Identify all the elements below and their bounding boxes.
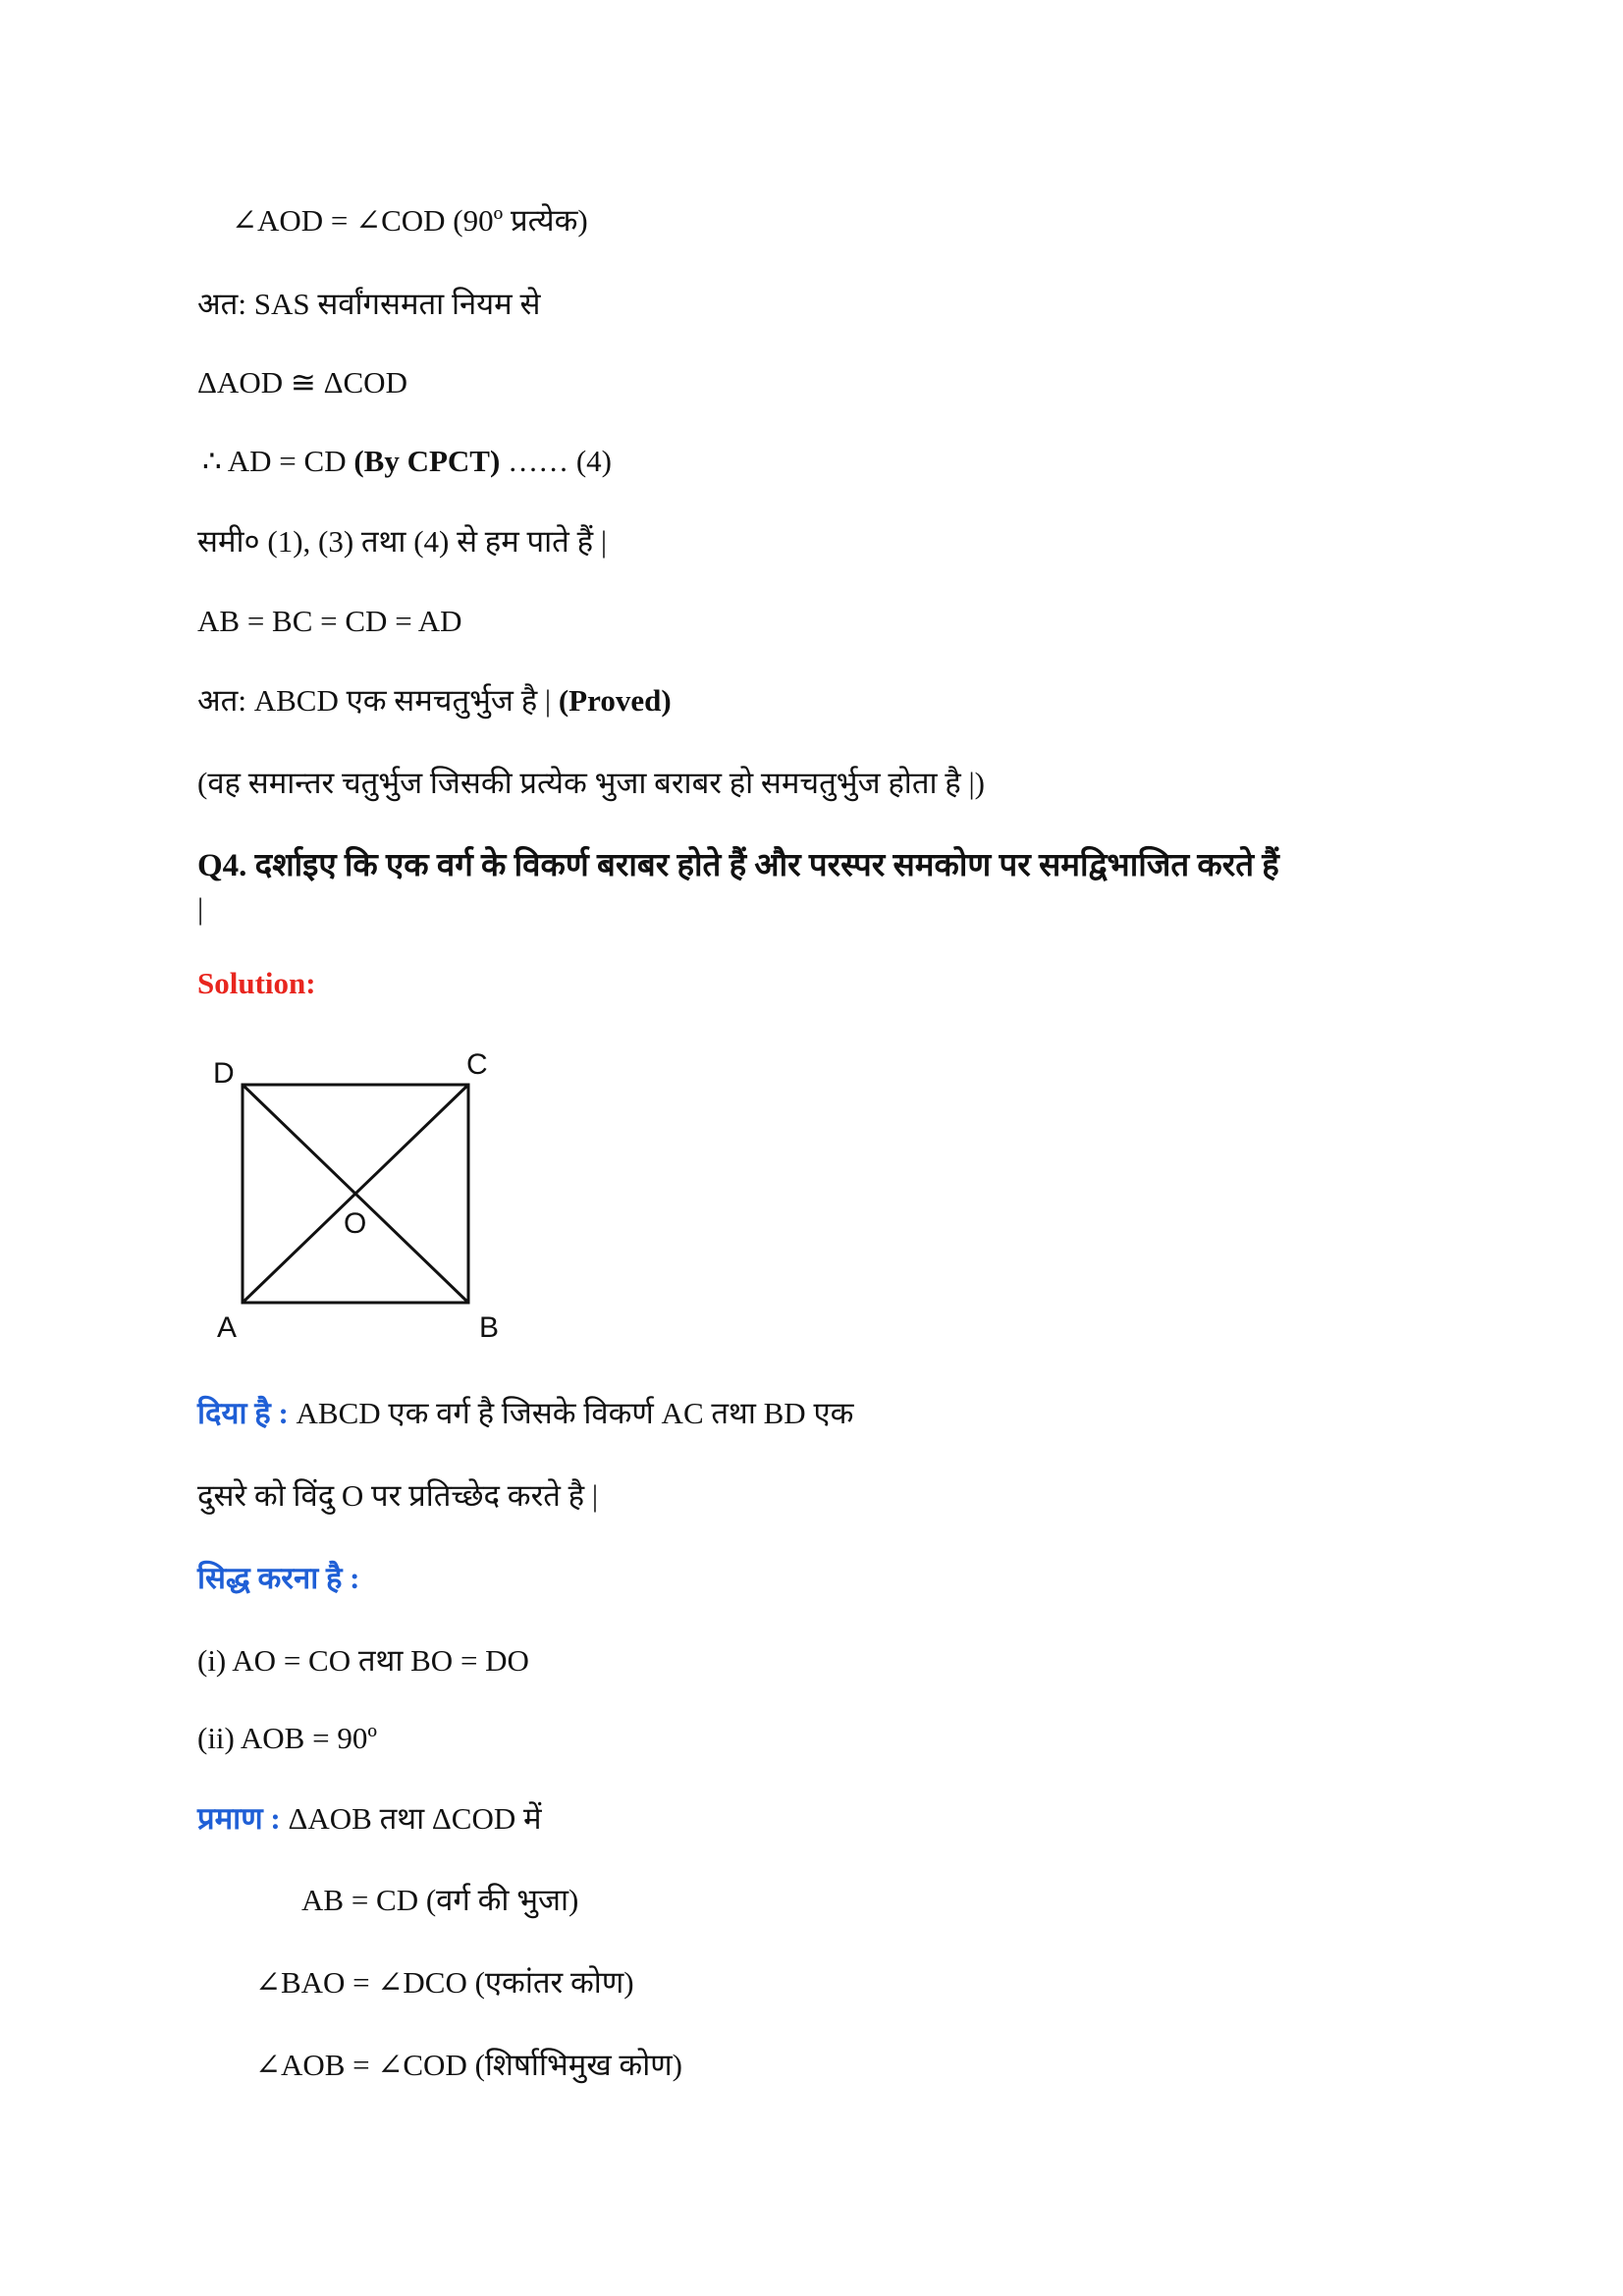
given-line-2: दुसरे को विंदु O पर प्रतिच्छेद करते है | <box>197 1478 599 1513</box>
statement-from-equations: समी० (1), (3) तथा (4) से हम पाते हैं | <box>197 524 608 559</box>
proof-step-3: ∠AOB = ∠COD (शिर्षाभिमुख कोण) <box>255 2048 683 2082</box>
given-line-1 <box>197 1394 853 1433</box>
vertex-label-a: A <box>217 1311 238 1344</box>
statement-rhombus-proved <box>197 681 672 721</box>
cpct-pre: ∴ AD = CD <box>202 444 354 478</box>
proof-intro: ΔAOB तथा ΔCOD में <box>288 1801 542 1836</box>
proof-line <box>197 1799 542 1839</box>
square-diagram <box>196 1041 511 1345</box>
to-prove-label: सिद्ध करना है : <box>197 1561 360 1595</box>
proved-pre: अत: ABCD एक समचतुर्भुज है | <box>197 683 559 718</box>
vertex-label-c: C <box>466 1048 488 1081</box>
proof-step-1: AB = CD (वर्ग की भुजा) <box>301 1883 579 1917</box>
statement-rhombus-definition: (वह समान्तर चतुर्भुज जिसकी प्रत्येक भुजा बराबर हो समचतुर्भुज होता है |) <box>197 766 986 800</box>
question-number: Q4. <box>197 848 247 883</box>
given-text-1: ABCD एक वर्ग है जिसके विकर्ण AC तथा BD एक <box>296 1396 854 1430</box>
to-prove-i: (i) AO = CO तथा BO = DO <box>197 1643 529 1678</box>
cpct-post: …… (4) <box>500 444 612 478</box>
question-heading <box>197 846 1279 885</box>
cpct-bold: (By CPCT) <box>353 444 501 478</box>
proof-step-2: ∠BAO = ∠DCO (एकांतर कोण) <box>255 1965 634 2000</box>
statement-cpct <box>202 442 612 481</box>
statement-all-sides-equal: AB = BC = CD = AD <box>197 604 462 638</box>
statement-congruence: ΔAOD ≅ ΔCOD <box>197 365 407 400</box>
statement-angle-aod-cod: ∠AOD = ∠COD (90º प्रत्येक) <box>232 203 588 238</box>
proof-label: प्रमाण : <box>197 1801 281 1836</box>
solution-label: Solution: <box>197 966 316 1000</box>
given-label: दिया है : <box>197 1396 289 1430</box>
vertex-label-b: B <box>479 1311 500 1344</box>
vertex-label-d: D <box>213 1057 235 1090</box>
to-prove-ii: (ii) AOB = 90º <box>197 1721 377 1755</box>
question-tail: | <box>197 891 204 926</box>
question-text: दर्शाइए कि एक वर्ग के विकर्ण बराबर होते हैं और परस्पर समकोण पर समद्विभाजित करते हैं <box>254 848 1279 883</box>
proved-bold: (Proved) <box>558 683 672 718</box>
center-label-o: O <box>344 1207 367 1240</box>
statement-sas-rule: अत: SAS सर्वांगसमता नियम से <box>197 287 541 321</box>
